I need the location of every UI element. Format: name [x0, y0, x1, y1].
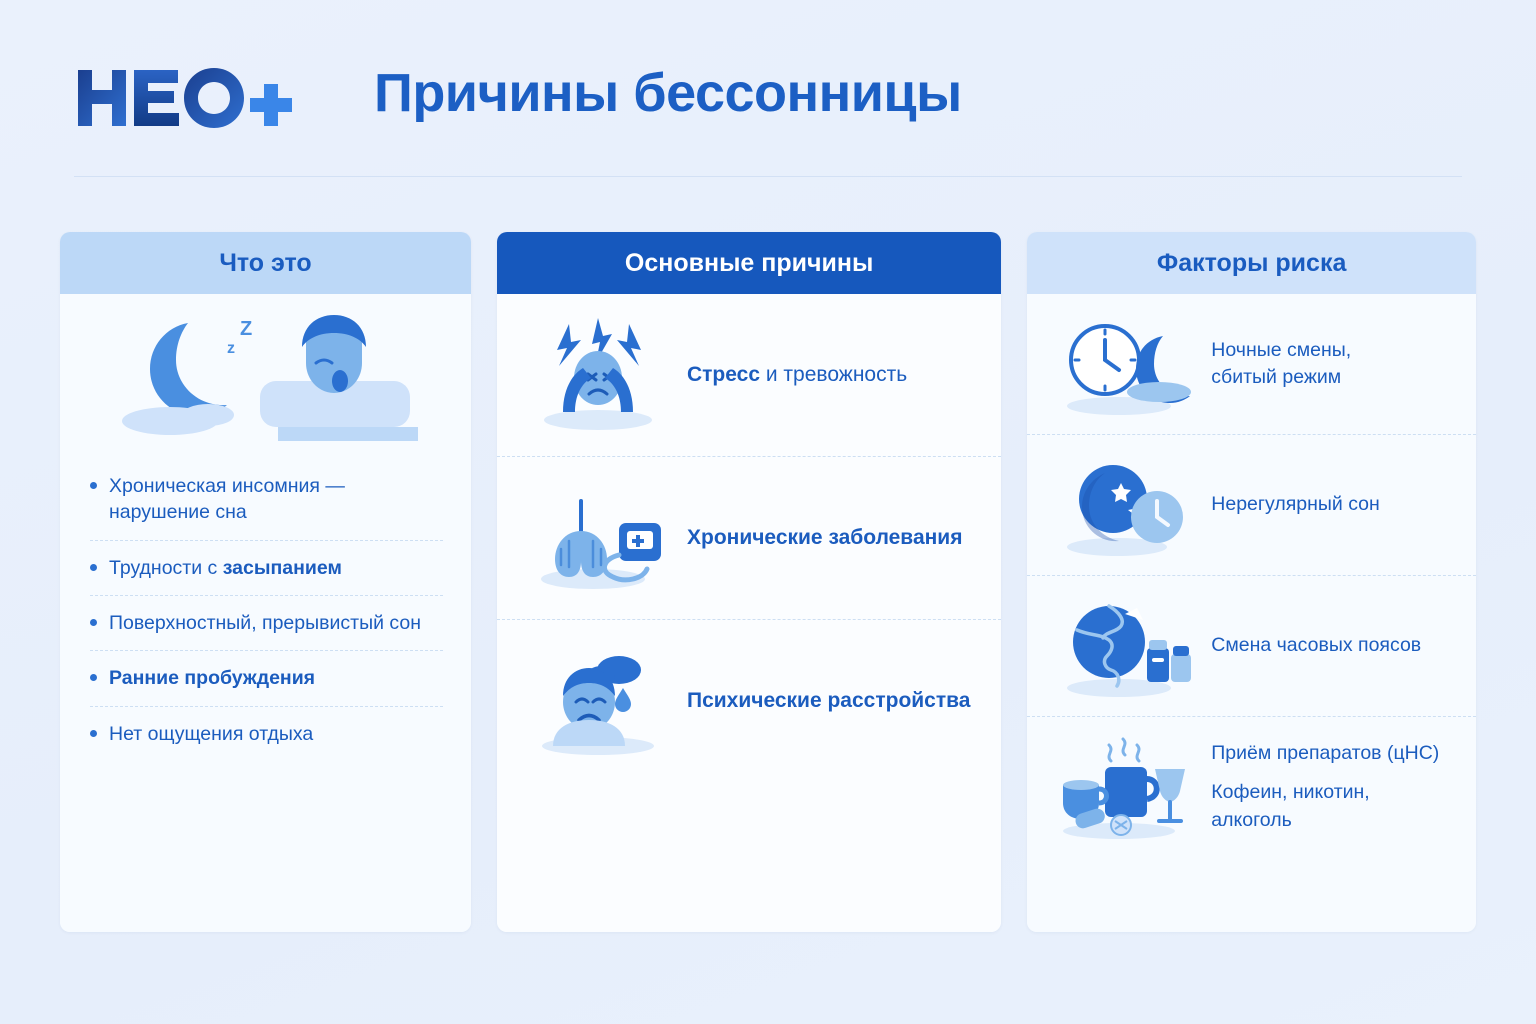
card-main-causes [497, 232, 1001, 932]
cause-label-stress: Стресс и тревожность [686, 363, 908, 387]
what-is-it-list [60, 459, 471, 761]
card-body-risk-factors [1027, 294, 1476, 932]
svg-text:Z: Z [240, 317, 253, 340]
moon-stars-clock-icon [1047, 451, 1197, 559]
list-item [90, 541, 443, 596]
stressed-head-lightning-icon [523, 316, 673, 434]
card-body-what-is-it [60, 294, 471, 932]
risk-label-substances: Приём препаратов (цНС) Кофеин, никотин, алкоголь [1211, 742, 1440, 831]
list-item [90, 707, 443, 761]
header-divider [74, 176, 1462, 177]
cause-label-mental-disorders: Психические расстройства [686, 689, 971, 713]
lungs-blood-pressure-monitor-icon [523, 479, 673, 597]
list-item [90, 651, 443, 706]
list-item-label: Хроническая инсомния — нарушение сна [109, 475, 345, 524]
list-item-label: Трудности с засыпанием [109, 556, 342, 579]
card-body-main-causes [497, 294, 1001, 932]
moon-zzz-sleeping-person-icon [60, 294, 471, 459]
bullet-dot [90, 564, 97, 571]
list-item [90, 459, 443, 541]
svg-text:z: z [227, 339, 236, 357]
list-item-label: Поверхностный, прерывистый сон [109, 611, 421, 634]
risk-label-timezones: Смена часовых поясов [1211, 634, 1422, 657]
card-heading-main-causes: Основные причины [497, 232, 1001, 294]
risk-row-night-shifts [1027, 294, 1476, 435]
risk-label-irregular-sleep: Нерегулярный сон [1211, 493, 1380, 516]
list-item-label: Нет ощущения отдыха [109, 722, 314, 745]
risk-row-timezones [1027, 576, 1476, 717]
cause-row-chronic-diseases [497, 457, 1001, 620]
bullet-dot [90, 674, 97, 681]
card-what-is-it [60, 232, 471, 932]
coffee-wine-pills-icon [1047, 733, 1197, 841]
card-heading-risk-factors: Факторы риска [1027, 232, 1476, 294]
bullet-dot [90, 730, 97, 737]
card-risk-factors [1027, 232, 1476, 932]
bullet-dot [90, 482, 97, 489]
bullet-dot [90, 619, 97, 626]
card-heading-what-is-it: Что это [60, 232, 471, 294]
risk-row-irregular-sleep [1027, 435, 1476, 576]
list-item-label: Ранние пробуждения [109, 667, 316, 690]
risk-row-substances [1027, 717, 1476, 857]
cause-label-chronic-diseases: Хронические заболевания [686, 526, 963, 550]
clock-moon-night-shift-icon [1047, 310, 1197, 418]
sad-face-rain-cloud-icon [523, 642, 673, 760]
header [0, 0, 1536, 176]
columns-container [60, 232, 1476, 932]
cause-row-stress [497, 294, 1001, 457]
globe-pills-travel-icon [1047, 592, 1197, 700]
list-item [90, 596, 443, 651]
cause-row-mental-disorders [497, 620, 1001, 782]
neo-plus-logo [74, 62, 304, 134]
page-title: Причины бессонницы [374, 63, 962, 123]
risk-label-night-shifts: Ночные смены, сбитый режим [1211, 338, 1352, 388]
